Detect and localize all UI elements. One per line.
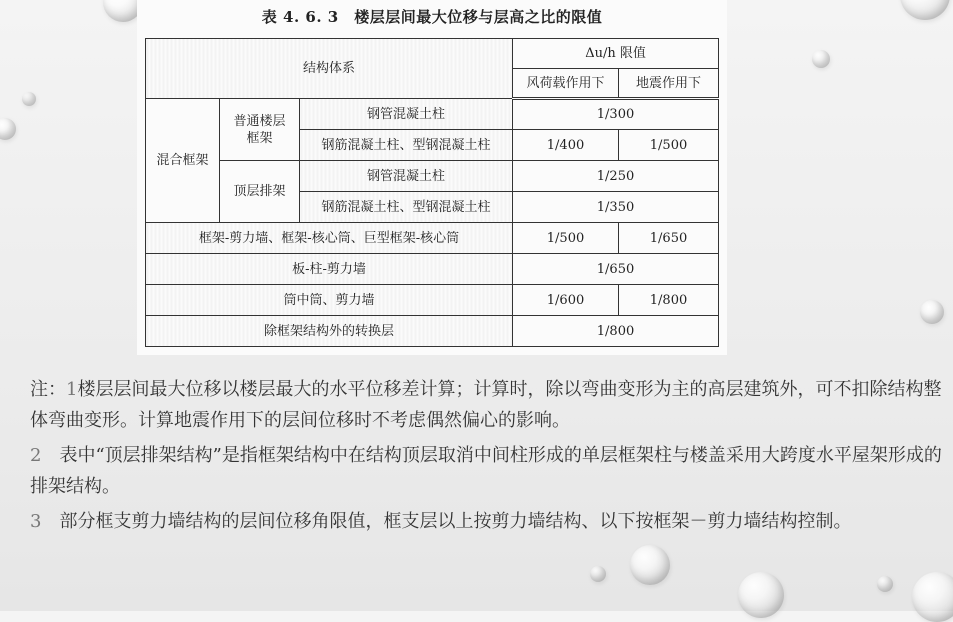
- row-label: 钢筋混凝土柱、型钢混凝土柱: [300, 130, 513, 161]
- row-value: 1/350: [513, 192, 719, 223]
- row-label: 板-柱-剪力墙: [146, 254, 513, 285]
- sub-ordinary-floor-frame: 普通楼层 框架: [220, 99, 300, 161]
- bubble-decoration: [0, 118, 16, 140]
- note-number: 2: [30, 445, 42, 466]
- row-value-wind: 1/500: [513, 223, 619, 254]
- note-1: [30, 374, 948, 436]
- note-3: [30, 506, 948, 537]
- row-value-earthquake: 1/800: [619, 285, 719, 316]
- table-title: 表 4. 6. 3 楼层层间最大位移与层高之比的限值: [261, 8, 603, 26]
- note-number: 3: [30, 511, 42, 532]
- row-label: 钢筋混凝土柱、型钢混凝土柱: [300, 192, 513, 223]
- row-value-wind: 1/600: [513, 285, 619, 316]
- bubble-decoration: [590, 566, 606, 582]
- note-prefix: 注：: [30, 379, 66, 400]
- group-mixed-frame: 混合框架: [146, 99, 220, 223]
- table-notes: [30, 374, 948, 541]
- bubble-decoration: [22, 92, 36, 106]
- bubble-decoration: [912, 572, 953, 622]
- row-value: 1/800: [513, 316, 719, 347]
- row-value-wind: 1/400: [513, 130, 619, 161]
- row-label: 框架-剪力墙、框架-核心筒、巨型框架-核心筒: [146, 223, 513, 254]
- row-value-earthquake: 1/650: [619, 223, 719, 254]
- bubble-decoration: [630, 545, 670, 585]
- header-wind: 风荷载作用下: [513, 69, 619, 99]
- note-text: 楼层层间最大位移以楼层最大的水平位移差计算；计算时，除以弯曲变形为主的高层建筑外，可不扣除结构整体弯曲变形。计算地震作用下的层间位移时不考虑偶然偏心的影响。: [30, 379, 942, 431]
- row-label: 筒中筒、剪力墙: [146, 285, 513, 316]
- bubble-decoration: [900, 0, 950, 20]
- sub-top-bent: 顶层排架: [220, 161, 300, 223]
- bubble-decoration: [738, 572, 784, 618]
- bubble-decoration: [877, 576, 893, 592]
- note-number: 1: [66, 379, 78, 400]
- row-label: 钢管混凝土柱: [300, 161, 513, 192]
- note-2: [30, 440, 948, 502]
- row-value-earthquake: 1/500: [619, 130, 719, 161]
- note-text: 表中“顶层排架结构”是指框架结构中在结构顶层取消中间柱形成的单层框架柱与楼盖采用大跨度水平屋架形成的排架结构。: [30, 445, 942, 497]
- bubble-decoration: [920, 300, 944, 324]
- row-label: 钢管混凝土柱: [300, 99, 513, 130]
- header-structure-system: 结构体系: [146, 39, 513, 99]
- row-label: 除框架结构外的转换层: [146, 316, 513, 347]
- row-value: 1/250: [513, 161, 719, 192]
- row-value: 1/650: [513, 254, 719, 285]
- row-value: 1/300: [513, 99, 719, 130]
- bubble-decoration: [812, 50, 830, 68]
- note-text: 部分框支剪力墙结构的层间位移角限值，框支层以上按剪力墙结构、以下按框架－剪力墙结构控制。: [41, 511, 852, 532]
- header-limit: Δu/h 限值: [513, 39, 719, 69]
- drift-limit-table: [145, 38, 719, 347]
- header-earthquake: 地震作用下: [619, 69, 719, 99]
